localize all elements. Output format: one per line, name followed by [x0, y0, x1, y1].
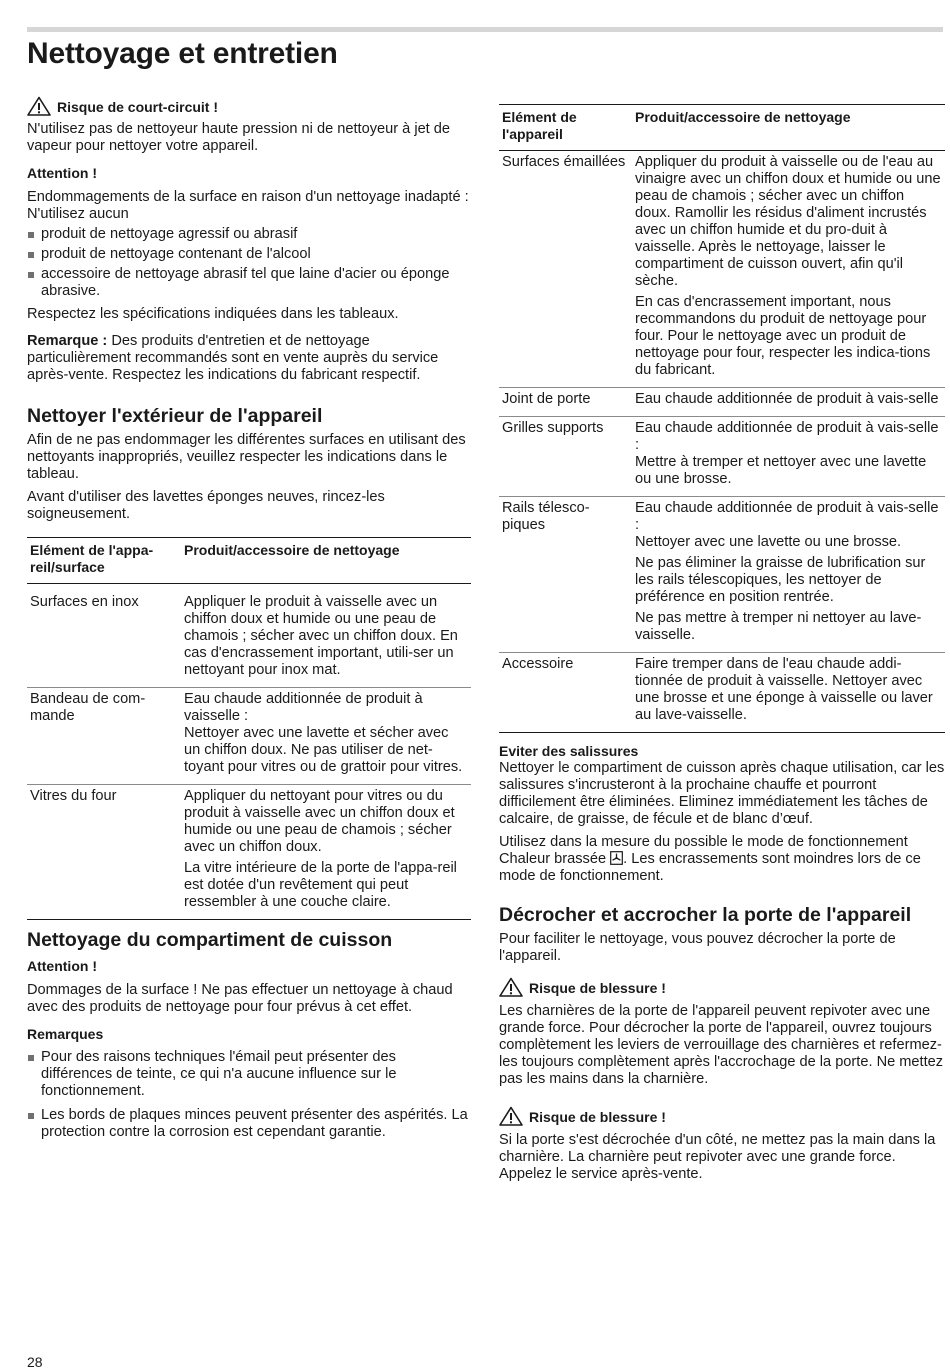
table-cell-element: Rails télesco-piques — [502, 500, 590, 533]
square-bullet-icon — [28, 1113, 34, 1119]
warning-triangle-icon — [499, 977, 523, 997]
list-item: accessoire de nettoyage abrasif tel que laine d'acier ou éponge abrasive. — [27, 266, 471, 300]
eviter-paragraph: Nettoyer le compartiment de cuisson après chaque utilisation, car les salissures s'incrusteront à la prochaine chauffe et pourront difficilement être éliminées. Eliminez immédiatement les tâches de calcaire, de graisse, de fécule et de blanc d’œuf. — [499, 760, 945, 827]
table-cell-product: Eau chaude additionnée de produit à vais-selle — [635, 391, 939, 407]
remarques-list — [27, 1049, 471, 1141]
square-bullet-icon — [28, 1055, 34, 1061]
square-bullet-icon — [28, 272, 34, 278]
table-cell-product: Eau chaude additionnée de produit à vais-selle : Nettoyer avec une lavette ou une brosse. Ne pas éliminer la graisse de lubrification sur les rails télescopiques, les nettoyer de préférence en position rentrée. Ne pas mettre à tremper ni nettoyer au lave-vaisselle. — [635, 500, 939, 643]
table-cell-element: Joint de porte — [502, 391, 591, 407]
list-item: Pour des raisons techniques l'émail peut présenter des différences de teinte, ce qui n'a aucune influence sur le fonctionnement. — [27, 1049, 471, 1100]
table-cell-product: Eau chaude additionnée de produit à vais-selle : Mettre à tremper et nettoyer avec une lavette ou une brosse. — [635, 420, 939, 487]
table-cell-product: Appliquer du nettoyant pour vitres ou du produit à vaisselle avec un chiffon doux et humide ou une peau de chamois ; sécher avec un chiffon doux. La vitre intérieure de la porte de l'appa-reil est dotée d'un revêtement qui peut ressembler à une couche claire. — [184, 788, 457, 910]
table-header: Produit/accessoire de nettoyage — [635, 109, 851, 125]
right-column — [499, 104, 945, 1189]
section-heading-exterior: Nettoyer l'extérieur de l'appareil — [27, 405, 323, 427]
remarques-label: Remarques — [27, 1026, 104, 1042]
table-cell-element: Surfaces émaillées — [502, 154, 626, 170]
remarque-text: Des produits d'entretien et de nettoyage particulièrement recommandés sont en vente auprès du service après-vente. Respectez les indications du fabricant respectif. — [27, 333, 439, 383]
table-header-row — [27, 538, 471, 584]
table-cell-element: Vitres du four — [30, 788, 117, 804]
remarque-paragraph — [27, 333, 471, 384]
table-row — [27, 688, 471, 785]
warning-text: N'utilisez pas de nettoyeur haute pression ni de nettoyeur à jet de vapeur pour nettoyer votre appareil. — [27, 121, 451, 154]
respect-text: Respectez les spécifications indiquées dans les tableaux. — [27, 306, 399, 322]
warning-injury — [499, 977, 945, 997]
page-number: 28 — [27, 1354, 43, 1370]
list-item: produit de nettoyage agressif ou abrasif — [27, 226, 471, 243]
table-row — [27, 584, 471, 688]
list-item: produit de nettoyage contenant de l'alcool — [27, 246, 471, 263]
table-header: Elément de l'appa-reil/surface — [30, 542, 154, 575]
warning-injury — [499, 1106, 945, 1126]
warning-title: Risque de blessure ! — [529, 980, 666, 996]
table-row — [499, 497, 945, 653]
table-row — [499, 417, 945, 497]
table-row — [499, 151, 945, 388]
table-cell-product: Appliquer du produit à vaisselle ou de l'eau au vinaigre avec un chiffon doux et humide ou une peau de chamois ; sécher avec un chiffon doux. Ramollir les résidus d'aliment incrustés avec un chiffon humide et du pro-duit à vaisselle. Après le nettoyage, laisser le compartiment de cuisson ouvert, afin qu'il sèche. En cas d'encrassement important, nous recommandons du produit de nettoyage pour four. Pour le nettoyage avec un produit de nettoyage pour four, respecter les indica-tions du fabricant. — [635, 154, 941, 378]
attention-text: Dommages de la surface ! Ne pas effectuer un nettoyage à chaud avec des produits de nettoyage pour four prévus à cet effet. — [27, 982, 453, 1015]
table-cell-product: Eau chaude additionnée de produit à vaisselle : Nettoyer avec une lavette et sécher avec un chiffon doux. Ne pas utiliser de net-toyant pour vitres ou de grattoir pour vitres. — [184, 691, 463, 775]
header-rule — [27, 27, 943, 32]
attention-label: Attention ! — [27, 958, 97, 974]
warning-title: Risque de blessure ! — [529, 1109, 666, 1125]
warning-text: Les charnières de la porte de l'appareil peuvent repivoter avec une grande force. Pour décrocher la porte de l'appareil, ouvrez toujours complètement les leviers de verrouillage des charnières et refermez-les toujours complètement après l'accrochage de la porte. Ne mettez pas les mains dans la charnière. — [499, 1003, 944, 1087]
eviter-label: Eviter des salissures — [499, 743, 639, 759]
warning-text: Si la porte s'est décrochée d'un côté, ne mettez pas la main dans la charnière. La charnière peut repivoter avec une grande force. Appelez le service après-vente. — [499, 1132, 936, 1182]
warning-triangle-icon — [499, 1106, 523, 1126]
attention-text: Endommagements de la surface en raison d'un nettoyage inadapté : N'utilisez aucun — [27, 189, 469, 222]
door-intro: Pour faciliter le nettoyage, vous pouvez décrocher la porte de l'appareil. — [499, 931, 896, 964]
square-bullet-icon — [28, 252, 34, 258]
eviter-paragraph-mode: Utilisez dans la mesure du possible le mode de fonctionnement Chaleur brassée . Les encrassements sont moindres lors de ce mode de fonctionnement. — [499, 834, 921, 884]
section-heading-door: Décrocher et accrocher la porte de l'appareil — [499, 904, 912, 926]
section-heading-compartment: Nettoyage du compartiment de cuisson — [27, 929, 393, 951]
table-cell-element: Grilles supports — [502, 420, 604, 436]
exterior-cleaning-table — [27, 537, 471, 920]
square-bullet-icon — [28, 232, 34, 238]
table-cell-product: Appliquer le produit à vaisselle avec un chiffon doux et humide ou une peau de chamois ; sécher avec un chiffon doux. En cas d'encrassement important, utili-ser un nettoyant pour inox mat. — [184, 594, 458, 678]
exterior-paragraph: Afin de ne pas endommager les différentes surfaces en utilisant des nettoyants inappropriés, veuillez respecter les indications dans le tableau. — [27, 432, 466, 482]
attention-list — [27, 226, 471, 300]
left-column — [27, 96, 471, 1147]
table-row — [499, 388, 945, 417]
exterior-paragraph: Avant d'utiliser des lavettes éponges neuves, rincez-les soigneusement. — [27, 489, 385, 522]
table-row — [27, 785, 471, 920]
page-title: Nettoyage et entretien — [27, 37, 338, 70]
table-cell-element: Bandeau de com-mande — [30, 691, 146, 724]
table-header: Produit/accessoire de nettoyage — [184, 542, 400, 558]
warning-title: Risque de court-circuit ! — [57, 99, 219, 115]
list-item: Les bords de plaques minces peuvent présenter des aspérités. La protection contre la corrosion est cependant garantie. — [27, 1107, 471, 1141]
warning-short-circuit — [27, 96, 471, 116]
table-header: Elément de l'appareil — [502, 109, 577, 142]
convection-fan-icon — [610, 851, 623, 865]
warning-triangle-icon — [27, 96, 51, 116]
table-cell-element: Surfaces en inox — [30, 594, 139, 610]
table-cell-product: Faire tremper dans de l'eau chaude addi-tionnée de produit à vaisselle. Nettoyer avec une brosse et une éponge à vaisselle ou laver au lave-vaisselle. — [635, 656, 933, 723]
table-row — [499, 653, 945, 733]
compartment-cleaning-table — [499, 104, 945, 733]
table-header-row — [499, 105, 945, 151]
attention-label: Attention ! — [27, 165, 97, 181]
remarque-label: Remarque : — [27, 333, 108, 349]
table-cell-element: Accessoire — [502, 656, 574, 672]
